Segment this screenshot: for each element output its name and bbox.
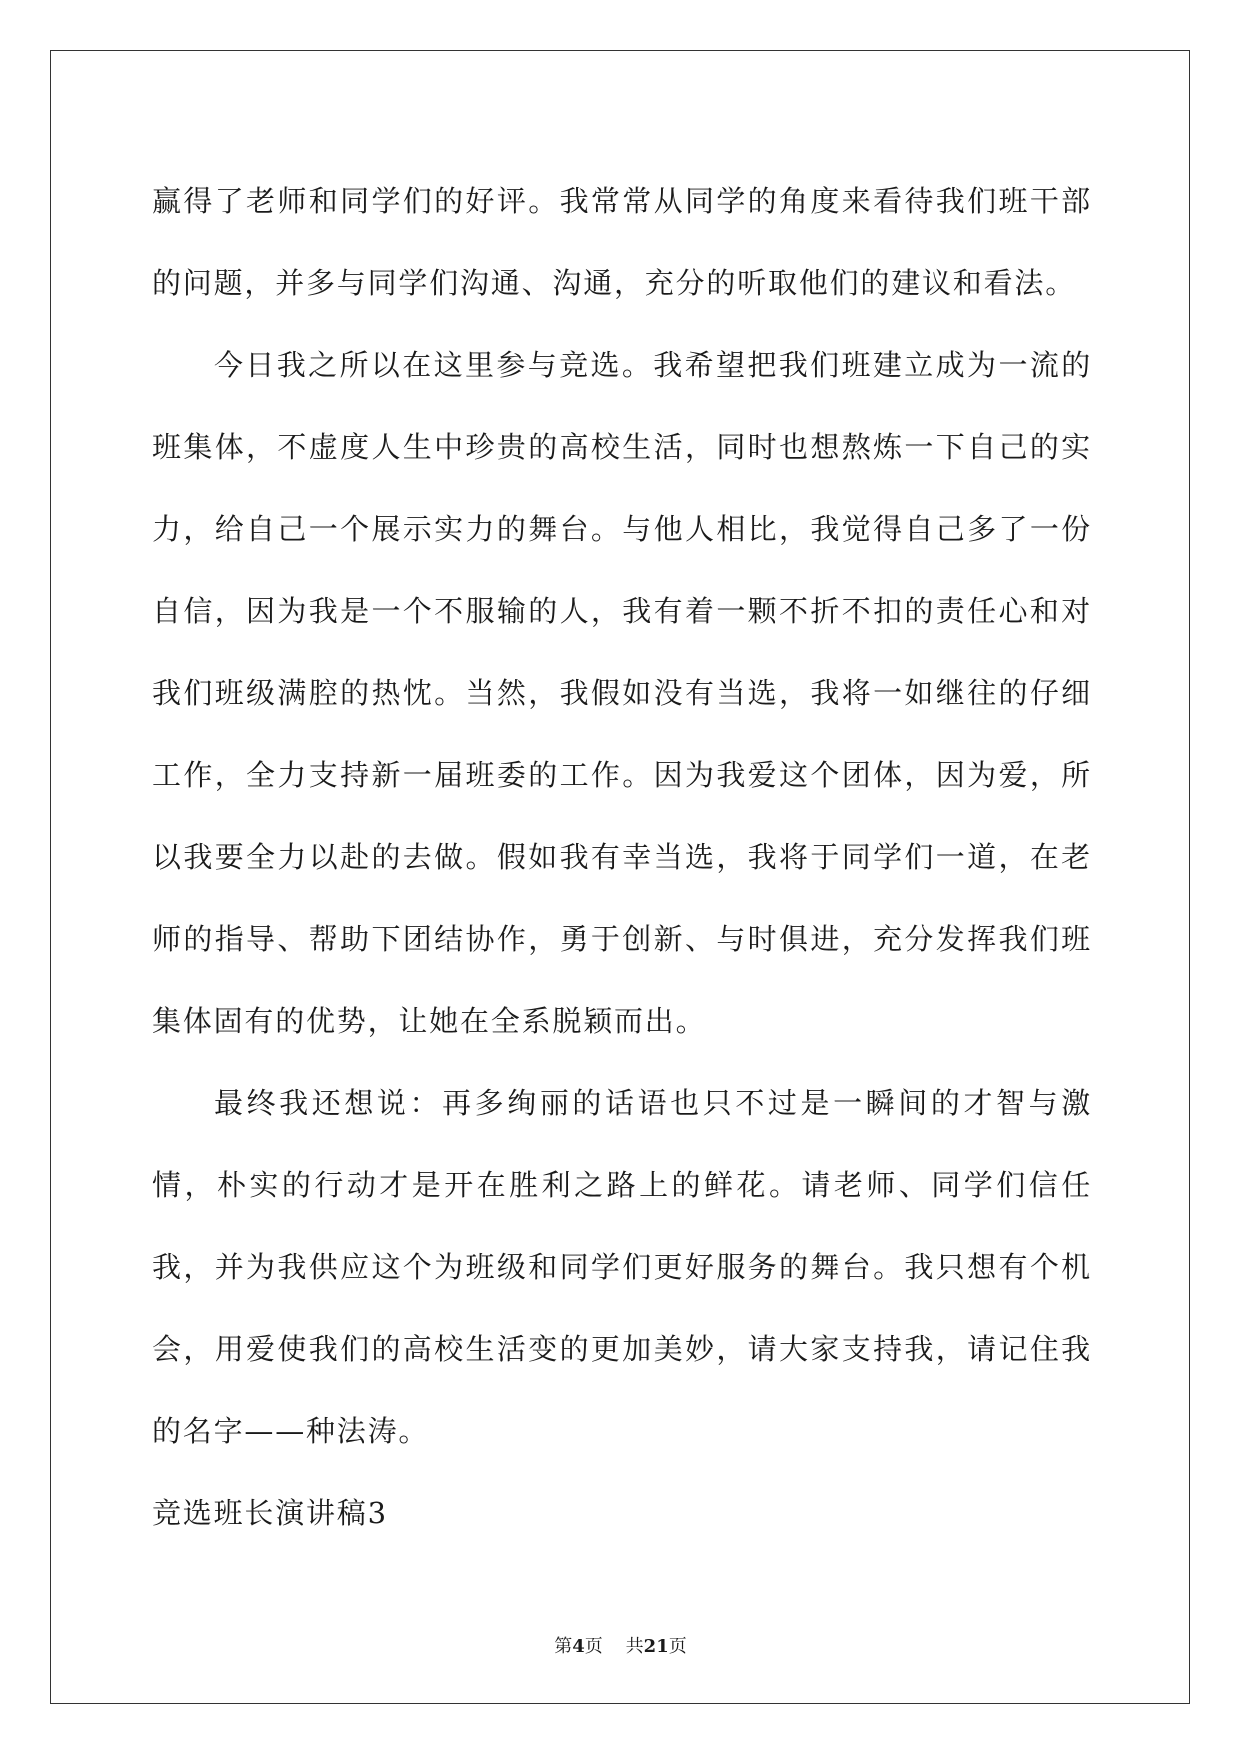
footer-total-prefix: 共 (625, 1636, 644, 1657)
footer-page-suffix: 页 (584, 1636, 603, 1657)
paragraph-3: 最终我还想说：再多绚丽的话语也只不过是一瞬间的才智与激情，朴实的行动才是开在胜利之路上的鲜花。请老师、同学们信任我，并为我供应这个为班级和同学们更好服务的舞台。我只想有个机会，用爱使我们的高校生活变的更加美妙，请大家支持我，请记住我的名字——种法涛。 (152, 1086, 1092, 1448)
paragraph-1: 赢得了老师和同学们的好评。我常常从同学的角度来看待我们班干部的问题，并多与同学们沟通、沟通，充分的听取他们的建议和看法。 (152, 184, 1092, 300)
page-footer (0, 1632, 1241, 1658)
footer-total-pages: 21 (643, 1636, 669, 1657)
section-title: 竞选班长演讲稿3 (152, 1496, 388, 1530)
document-body (152, 160, 1092, 1554)
paragraph-2: 今日我之所以在这里参与竞选。我希望把我们班建立成为一流的班集体，不虚度人生中珍贵的高校生活，同时也想熬炼一下自己的实力，给自己一个展示实力的舞台。与他人相比，我觉得自己多了一份自信，因为我是一个不服输的人，我有着一颗不折不扣的责任心和对我们班级满腔的热忱。当然，我假如没有当选，我将一如继往的仔细工作，全力支持新一届班委的工作。因为我爱这个团体，因为爱，所以我要全力以赴的去做。假如我有幸当选，我将于同学们一道，在老师的指导、帮助下团结协作，勇于创新、与时俱进，充分发挥我们班集体固有的优势，让她在全系脱颖而出。 (152, 348, 1092, 1038)
footer-prefix: 第 (554, 1636, 573, 1657)
footer-total-suffix: 页 (668, 1636, 687, 1657)
footer-current-page: 4 (572, 1636, 585, 1657)
